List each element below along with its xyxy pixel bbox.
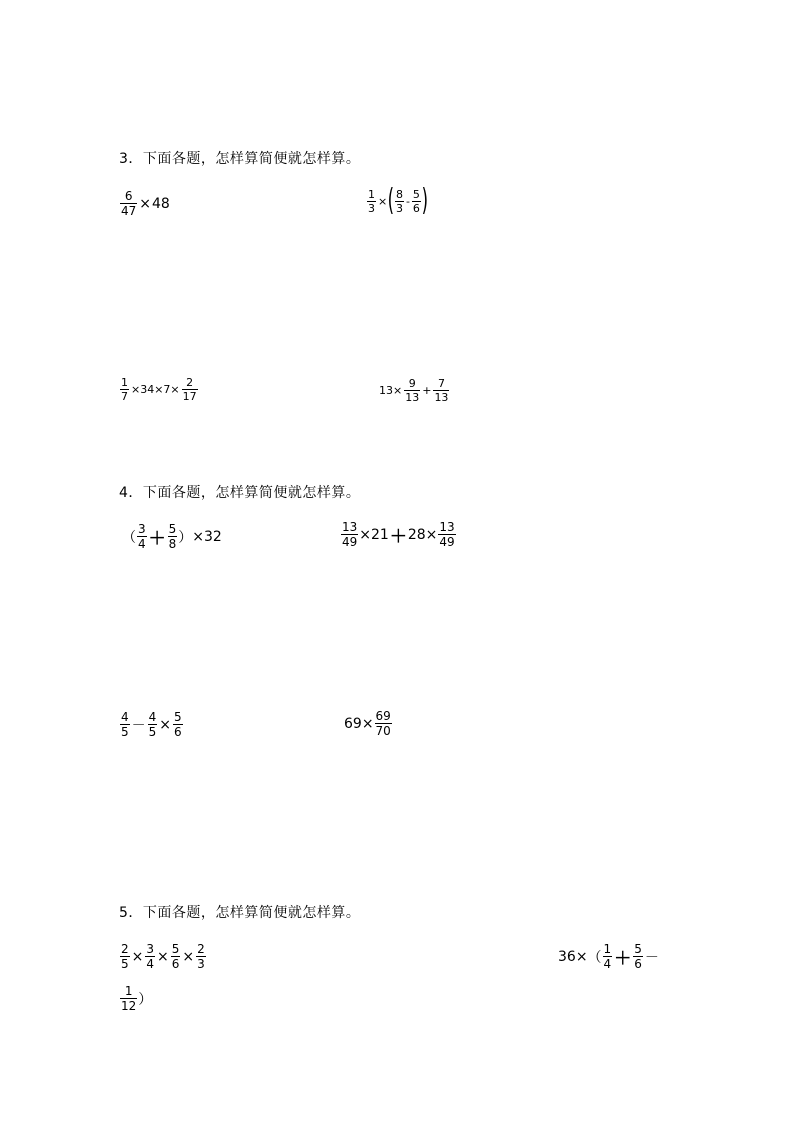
times-operator: × xyxy=(131,948,144,965)
q4-expression-4: 69× $\frac{69}{70}$ xyxy=(344,709,391,738)
times-operator: × xyxy=(157,948,169,965)
q4-heading: 4．下面各题，怎样算简便就怎样算。 xyxy=(119,485,361,501)
q5-expression-1: $\frac{2}{5}$ × $\frac{3}{4}$ × $\frac{5}{6}$ × $\frac{2}{3}$ xyxy=(121,942,205,971)
q4-expression-2: $\frac{13}{49}$ ×21 ＋ 28× $\frac{13}{49}$ xyxy=(342,520,455,549)
number: 48 xyxy=(152,195,170,212)
right-paren: ） xyxy=(178,529,193,546)
times-operator: × xyxy=(159,716,172,733)
times-operator: × xyxy=(139,195,152,212)
q3-expression-2: $\frac{1}{3}$ × ( $\frac{8}{3}$ - $\frac{5}{6}$ ) xyxy=(368,183,429,218)
q4-expression-3: $\frac{4}{5}$ － $\frac{4}{5}$ × $\frac{5}{6}$ xyxy=(121,710,182,739)
right-paren: ） xyxy=(138,991,153,1008)
minus-operator: - xyxy=(405,194,410,208)
q3-heading: 3．下面各题，怎样算简便就怎样算。 xyxy=(119,151,361,167)
q5-expression-2-line2: $\frac{1}{12}$ ） xyxy=(121,984,153,1013)
minus-operator: － xyxy=(131,717,146,734)
left-paren: （ xyxy=(122,529,136,546)
plus-operator: ＋ xyxy=(148,529,166,549)
plus-operator: ＋ xyxy=(389,527,407,547)
times-operator: × xyxy=(182,948,195,965)
right-paren: ) xyxy=(421,183,429,218)
q5-expression-2-line1: 36× （ $\frac{1}{4}$ ＋ $\frac{5}{6}$ － xyxy=(558,942,659,971)
q4-expression-1: （ $\frac{3}{4}$ ＋ $\frac{5}{8}$ ） ×32 xyxy=(122,522,222,551)
q3-expression-1 xyxy=(119,190,170,217)
plus-operator: + xyxy=(422,384,432,397)
q3-expression-3: $\frac{1}{7}$ ×34×7× $\frac{2}{17}$ xyxy=(121,376,197,403)
left-paren: （ xyxy=(587,949,602,966)
left-paren: ( xyxy=(387,183,395,218)
times-operator: × xyxy=(378,194,388,208)
plus-operator: ＋ xyxy=(614,949,632,969)
fraction: $\frac{6}{47}$ xyxy=(121,189,137,218)
minus-operator: － xyxy=(644,949,659,966)
q3-expression-4: 13× $\frac{9}{13}$ + $\frac{7}{13}$ xyxy=(379,377,449,404)
q5-heading: 5．下面各题，怎样算简便就怎样算。 xyxy=(119,905,361,921)
